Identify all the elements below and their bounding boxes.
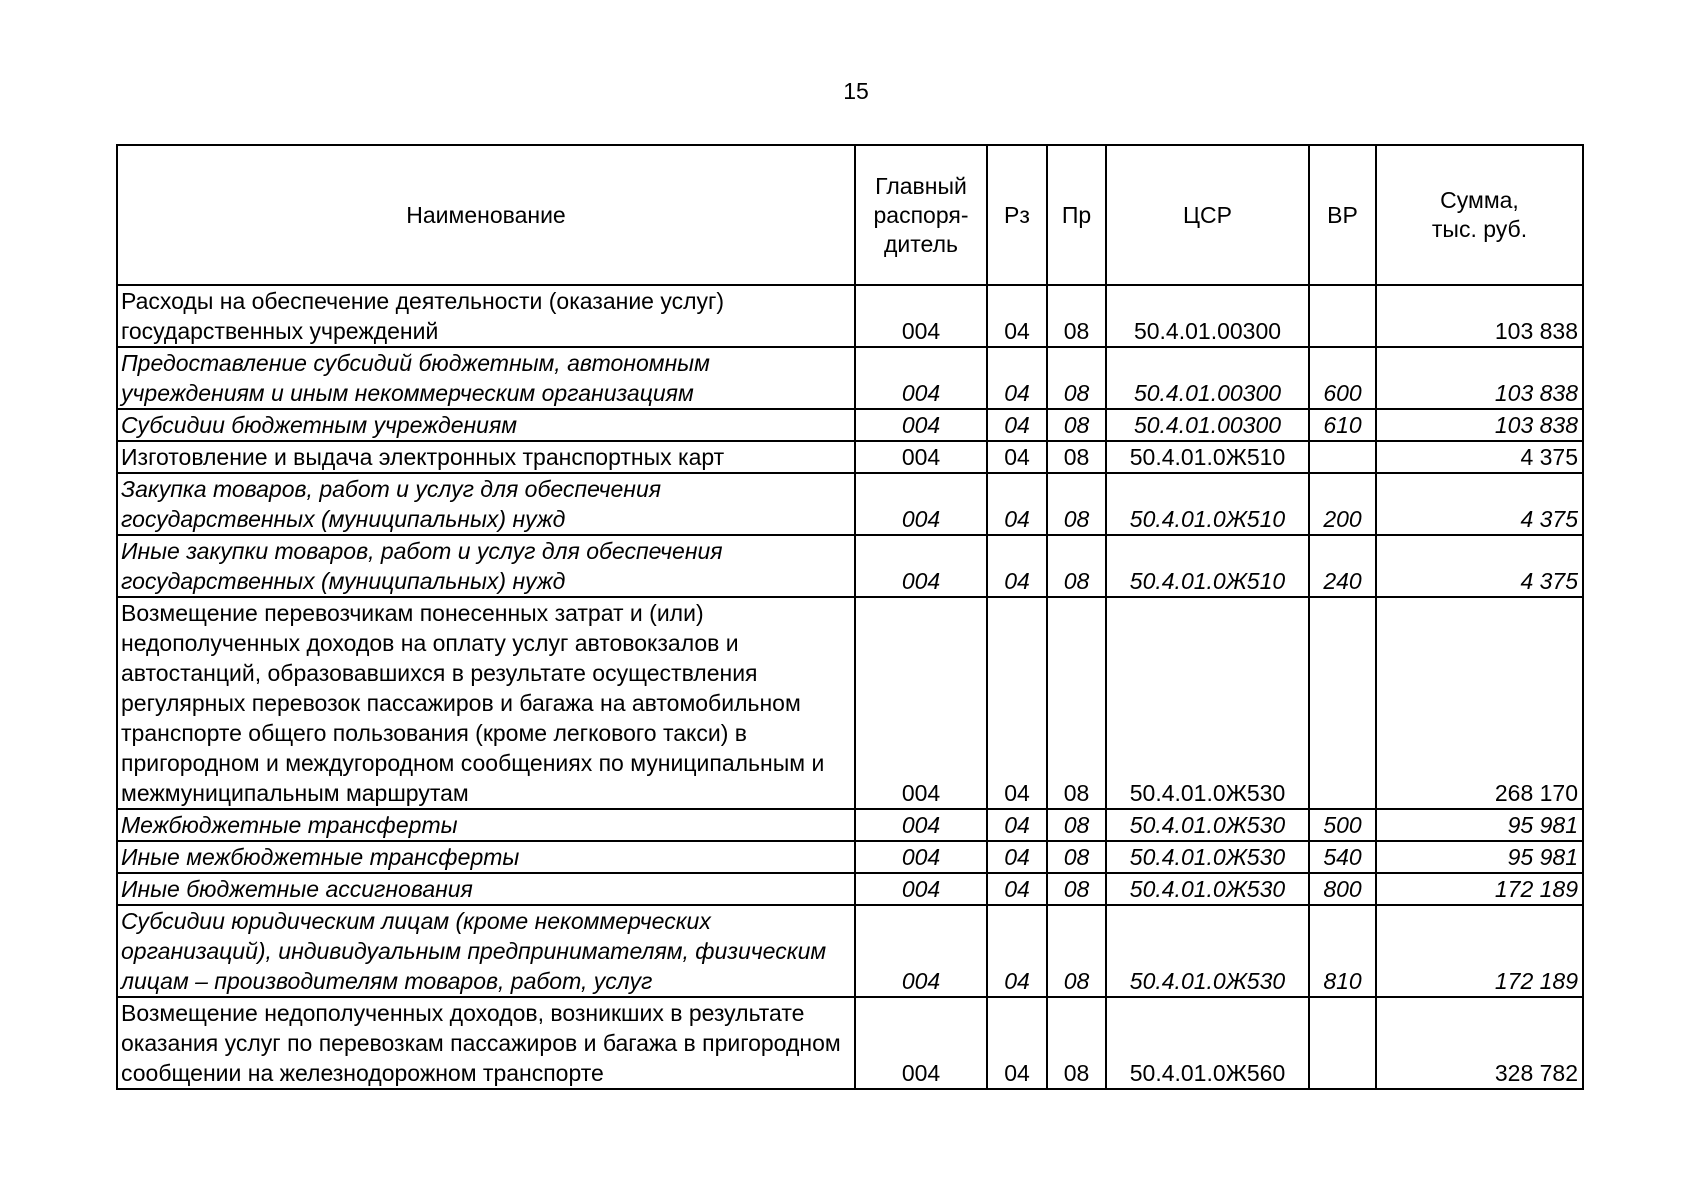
header-pr: Пр <box>1047 145 1106 285</box>
header-csr: ЦСР <box>1106 145 1309 285</box>
cell-name: Предоставление субсидий бюджетным, автономным учреждениям и иным некоммерческим организациям <box>117 347 855 409</box>
cell-rz: 04 <box>987 841 1047 873</box>
cell-name: Расходы на обеспечение деятельности (оказание услуг) государственных учреждений <box>117 285 855 347</box>
header-vr: ВР <box>1309 145 1376 285</box>
cell-manager: 004 <box>855 873 987 905</box>
table-row <box>117 597 1583 809</box>
cell-rz: 04 <box>987 441 1047 473</box>
cell-pr: 08 <box>1047 841 1106 873</box>
cell-sum: 328 782 <box>1376 997 1583 1089</box>
cell-vr: 500 <box>1309 809 1376 841</box>
cell-manager: 004 <box>855 285 987 347</box>
cell-vr <box>1309 597 1376 809</box>
table-row <box>117 347 1583 409</box>
table-row <box>117 441 1583 473</box>
cell-name: Субсидии юридическим лицам (кроме некоммерческих организаций), индивидуальным предпринимателям, физическим лицам – производителям товаров, работ, услуг <box>117 905 855 997</box>
cell-csr: 50.4.01.0Ж510 <box>1106 441 1309 473</box>
cell-pr: 08 <box>1047 597 1106 809</box>
table-row <box>117 409 1583 441</box>
cell-pr: 08 <box>1047 873 1106 905</box>
table-row <box>117 535 1583 597</box>
cell-sum: 103 838 <box>1376 285 1583 347</box>
cell-pr: 08 <box>1047 285 1106 347</box>
cell-name: Иные закупки товаров, работ и услуг для обеспечения государственных (муниципальных) нужд <box>117 535 855 597</box>
cell-rz: 04 <box>987 347 1047 409</box>
cell-vr: 610 <box>1309 409 1376 441</box>
cell-csr: 50.4.01.0Ж510 <box>1106 473 1309 535</box>
cell-vr <box>1309 285 1376 347</box>
cell-manager: 004 <box>855 473 987 535</box>
header-rz: Рз <box>987 145 1047 285</box>
cell-name: Изготовление и выдача электронных транспортных карт <box>117 441 855 473</box>
cell-manager: 004 <box>855 905 987 997</box>
header-manager-line: Главный <box>875 172 967 199</box>
cell-manager: 004 <box>855 841 987 873</box>
cell-manager: 004 <box>855 535 987 597</box>
cell-pr: 08 <box>1047 473 1106 535</box>
cell-rz: 04 <box>987 809 1047 841</box>
header-sum <box>1376 145 1583 285</box>
cell-rz: 04 <box>987 597 1047 809</box>
header-name: Наименование <box>117 145 855 285</box>
header-manager-line: дитель <box>884 230 958 257</box>
table-row <box>117 873 1583 905</box>
cell-name: Субсидии бюджетным учреждениям <box>117 409 855 441</box>
cell-manager: 004 <box>855 347 987 409</box>
cell-name: Возмещение недополученных доходов, возникших в результате оказания услуг по перевозкам пассажиров и багажа в пригородном сообщении на железнодорожном транспорте <box>117 997 855 1089</box>
header-sum-line: Сумма, <box>1440 187 1519 213</box>
header-manager-line: распоря- <box>873 201 969 228</box>
cell-sum: 4 375 <box>1376 441 1583 473</box>
cell-rz: 04 <box>987 535 1047 597</box>
table-row <box>117 809 1583 841</box>
cell-rz: 04 <box>987 409 1047 441</box>
cell-name: Межбюджетные трансферты <box>117 809 855 841</box>
cell-sum: 4 375 <box>1376 535 1583 597</box>
cell-vr: 600 <box>1309 347 1376 409</box>
cell-name: Закупка товаров, работ и услуг для обеспечения государственных (муниципальных) нужд <box>117 473 855 535</box>
cell-vr: 200 <box>1309 473 1376 535</box>
cell-csr: 50.4.01.00300 <box>1106 409 1309 441</box>
table-row <box>117 905 1583 997</box>
cell-manager: 004 <box>855 597 987 809</box>
cell-sum: 103 838 <box>1376 409 1583 441</box>
cell-csr: 50.4.01.0Ж560 <box>1106 997 1309 1089</box>
header-sum-line: тыс. руб. <box>1431 216 1528 242</box>
cell-manager: 004 <box>855 409 987 441</box>
cell-sum: 4 375 <box>1376 473 1583 535</box>
cell-pr: 08 <box>1047 809 1106 841</box>
cell-csr: 50.4.01.0Ж530 <box>1106 809 1309 841</box>
cell-vr <box>1309 441 1376 473</box>
cell-vr: 810 <box>1309 905 1376 997</box>
cell-rz: 04 <box>987 997 1047 1089</box>
cell-manager: 004 <box>855 441 987 473</box>
budget-table <box>116 144 1584 1090</box>
page-number: 15 <box>843 78 869 104</box>
cell-pr: 08 <box>1047 997 1106 1089</box>
cell-sum: 103 838 <box>1376 347 1583 409</box>
cell-csr: 50.4.01.0Ж530 <box>1106 841 1309 873</box>
cell-sum: 268 170 <box>1376 597 1583 809</box>
cell-pr: 08 <box>1047 535 1106 597</box>
cell-name: Возмещение перевозчикам понесенных затрат и (или) недополученных доходов на оплату услуг автовокзалов и автостанций, образовавшихся в результате осуществления регулярных перевозок пассажиров и багажа на автомобильном транспорте общего пользования (кроме легкового такси) в пригородном и междугородном сообщениях по муниципальным и межмуниципальным маршрутам <box>117 597 855 809</box>
table-row <box>117 997 1583 1089</box>
table-body <box>117 285 1583 1089</box>
cell-sum: 172 189 <box>1376 905 1583 997</box>
cell-rz: 04 <box>987 873 1047 905</box>
table-row <box>117 285 1583 347</box>
cell-name: Иные бюджетные ассигнования <box>117 873 855 905</box>
cell-pr: 08 <box>1047 347 1106 409</box>
cell-rz: 04 <box>987 473 1047 535</box>
cell-pr: 08 <box>1047 905 1106 997</box>
cell-vr: 540 <box>1309 841 1376 873</box>
cell-csr: 50.4.01.0Ж530 <box>1106 905 1309 997</box>
cell-csr: 50.4.01.0Ж530 <box>1106 597 1309 809</box>
cell-name: Иные межбюджетные трансферты <box>117 841 855 873</box>
cell-pr: 08 <box>1047 409 1106 441</box>
cell-vr <box>1309 997 1376 1089</box>
cell-pr: 08 <box>1047 441 1106 473</box>
cell-csr: 50.4.01.0Ж510 <box>1106 535 1309 597</box>
cell-sum: 172 189 <box>1376 873 1583 905</box>
cell-vr: 240 <box>1309 535 1376 597</box>
header-manager <box>855 145 987 285</box>
cell-manager: 004 <box>855 997 987 1089</box>
cell-sum: 95 981 <box>1376 841 1583 873</box>
cell-sum: 95 981 <box>1376 809 1583 841</box>
cell-rz: 04 <box>987 905 1047 997</box>
cell-csr: 50.4.01.00300 <box>1106 347 1309 409</box>
cell-vr: 800 <box>1309 873 1376 905</box>
cell-csr: 50.4.01.0Ж530 <box>1106 873 1309 905</box>
cell-csr: 50.4.01.00300 <box>1106 285 1309 347</box>
cell-rz: 04 <box>987 285 1047 347</box>
table-row <box>117 473 1583 535</box>
cell-manager: 004 <box>855 809 987 841</box>
table-row <box>117 841 1583 873</box>
header-row <box>117 145 1583 285</box>
